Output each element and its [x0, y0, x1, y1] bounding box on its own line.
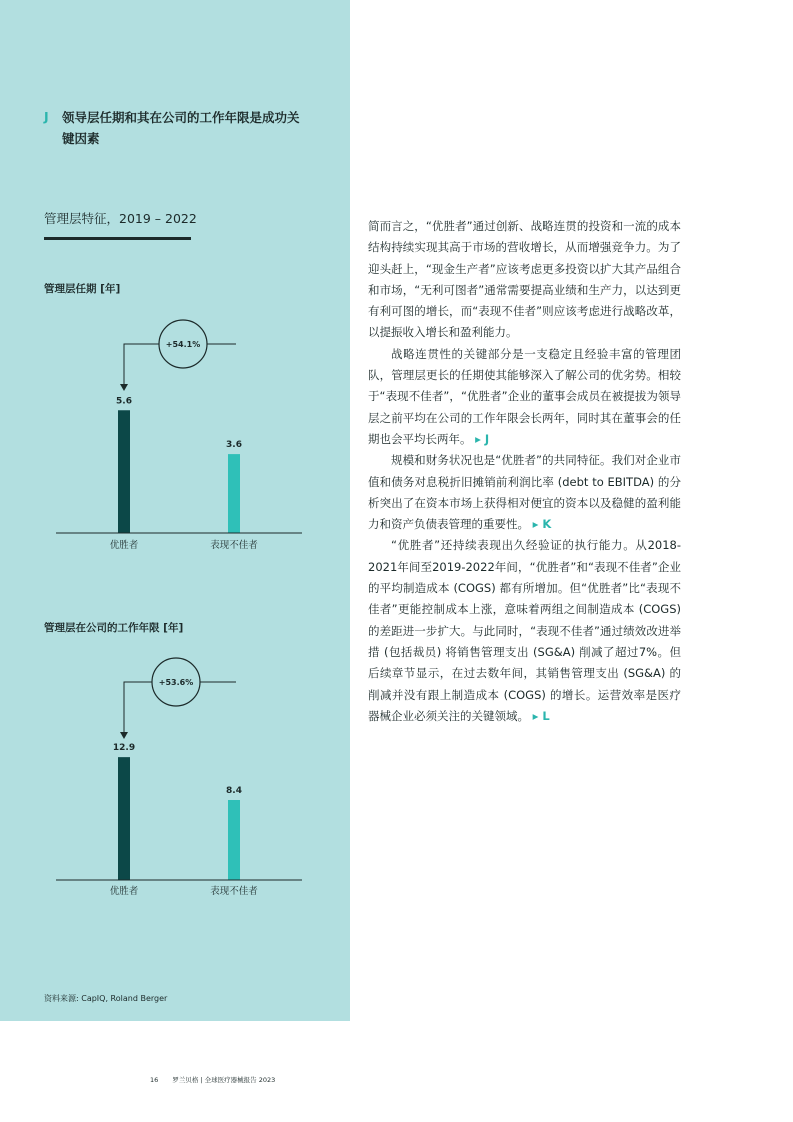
- chart-2: [40, 652, 320, 897]
- comparison-connector: [124, 682, 152, 736]
- page-number: 16: [150, 1076, 159, 1084]
- exhibit-letter: J: [44, 109, 49, 124]
- bar-winners: [118, 410, 130, 533]
- bar-underperformers: [228, 454, 240, 533]
- paragraph: 规模和财务状况也是“优胜者”的共同特征。我们对企业市值和债务对息税折旧摊销前利润比率 (debt to EBITDA) 的分析突出了在资本市场上获得相对便宜的资本以及稳健的盈利能力和资产负债表管理的重要性。 ▸ K: [368, 453, 681, 532]
- bar-value-label: 5.6: [116, 396, 132, 407]
- comparison-connector: [124, 344, 159, 388]
- category-label: 表现不佳者: [210, 540, 258, 551]
- paragraph: 战略连贯性的关键部分是一支稳定且经验丰富的管理团队，管理层更长的任期使其能够深入了解公司的优劣势。相较于“表现不佳者”，“优胜者”企业的董事会成员在被提拔为领导层之前平均在公司的工作年限会长两年，同时其在董事会的任期也会平均长两年。 ▸ J: [368, 346, 681, 446]
- exhibit-panel: [0, 0, 350, 1021]
- category-label: 表现不佳者: [210, 886, 258, 897]
- subtitle-rule: [44, 237, 191, 240]
- bar-value-label: 8.4: [226, 786, 242, 796]
- chart-1-label: 管理层任期 [年]: [44, 283, 121, 295]
- category-label: 优胜者: [109, 886, 139, 897]
- exhibit-title: 领导层任期和其在公司的工作年限是成功关键因素: [62, 110, 300, 146]
- paragraph: 简而言之，“优胜者”通过创新、战略连贯的投资和一流的成本结构持续实现其高于市场的营收增长，从而增强竞争力。为了迎头赶上，“现金生产者”应该考虑更多投资以扩大其产品组合和市场，“无利可图者”通常需要提高业绩和生产力，以达到更有利可图的增长，而“表现不佳者”则应该考虑进行战略改革，以提振收入增长和盈利能力。: [368, 219, 681, 340]
- change-badge: [152, 658, 200, 706]
- bar-underperformers: [228, 800, 240, 880]
- arrow-down-icon: [120, 384, 128, 391]
- arrow-down-icon: [120, 732, 128, 739]
- bar-value-label: 3.6: [226, 440, 242, 451]
- svg-text:+54.1%: +54.1%: [165, 340, 201, 349]
- bar-value-label: 12.9: [112, 743, 136, 754]
- body-text: [368, 216, 681, 727]
- exhibit-ref-l[interactable]: ▸ L: [532, 708, 550, 723]
- source-note: 资料来源: CapIQ, Roland Berger: [44, 994, 168, 1003]
- chart-subtitle: 管理层特征，2019 – 2022: [44, 211, 197, 226]
- svg-text:+53.6%: +53.6%: [158, 678, 194, 687]
- footer-text: 罗兰贝格 | 全球医疗器械报告 2023: [172, 1076, 276, 1084]
- paragraph: “优胜者”还持续表现出久经验证的执行能力。从2018-2021年间至2019-2022年间，“优胜者”和“表现不佳者”企业的平均制造成本 (COGS) 都有所增加。但“优胜者”比“表现不佳者”更能控制成本上涨，意味着两组之间制造成本 (COGS) 的差距进一步扩大。与此同时，“表现不佳者”通过绩效改进举措 (包括裁员) 将销售管理支出 (SG&A) 削减了超过7%。但后续章节显示，在过去数年间，其销售管理支出 (SG&A) 的削减并没有跟上制造成本 (COGS) 的增长。运营效率是医疗器械企业必须关注的关键领域。 ▸ L: [368, 538, 681, 723]
- chart-2-label: 管理层在公司的工作年限 [年]: [44, 622, 184, 634]
- chart-1: [40, 312, 320, 557]
- page-footer: [150, 1075, 275, 1084]
- exhibit-ref-j[interactable]: ▸ J: [475, 431, 490, 446]
- category-label: 优胜者: [109, 540, 139, 551]
- exhibit-ref-k[interactable]: ▸ K: [532, 517, 552, 532]
- bar-winners: [118, 757, 130, 880]
- change-badge: [159, 320, 207, 368]
